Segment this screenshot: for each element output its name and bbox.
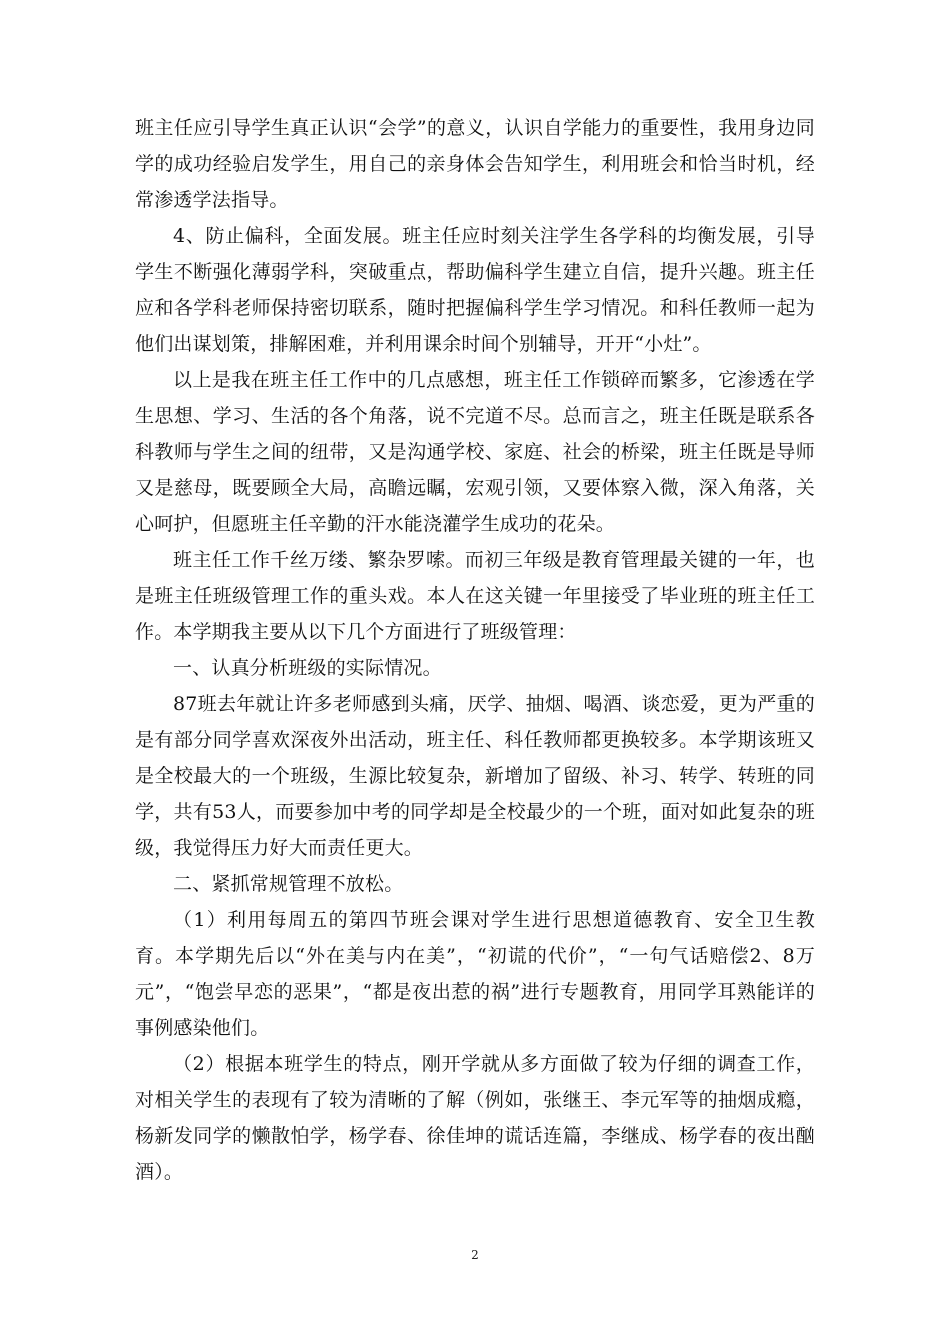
paragraph-7: （2）根据本班学生的特点，刚开学就从多方面做了较为仔细的调查工作，对相关学生的表现有了较为清晰的了解（例如，张继王、李元军等的抽烟成瘾，杨新发同学的懒散怕学，杨学春、徐佳坤的谎话连篇，李继成、杨学春的夜出酗酒）。 xyxy=(135,1053,815,1183)
page-number: 2 xyxy=(471,1248,479,1262)
paragraph-1: 班主任应引导学生真正认识“会学”的意义，认识自学能力的重要性，我用身边同学的成功经验启发学生，用自己的亲身体会告知学生，利用班会和恰当时机，经常渗透学法指导。 xyxy=(135,117,815,211)
section-heading-1: 一、认真分析班级的实际情况。 xyxy=(173,657,442,679)
paragraph-2: 4、防止偏科，全面发展。班主任应时刻关注学生各学科的均衡发展，引导学生不断强化薄弱学科，突破重点，帮助偏科学生建立自信，提升兴趣。班主任应和各学科老师保持密切联系，随时把握偏科学生学习情况。和科任教师一起为他们出谋划策，排解困难，并利用课余时间个别辅导，开开“小灶”。 xyxy=(135,225,815,355)
paragraph-4: 班主任工作千丝万缕、繁杂罗嗦。而初三年级是教育管理最关键的一年，也是班主任班级管理工作的重头戏。本人在这关键一年里接受了毕业班的班主任工作。本学期我主要从以下几个方面进行了班级管理： xyxy=(135,549,815,643)
section-heading-2: 二、紧抓常规管理不放松。 xyxy=(173,873,404,895)
paragraph-5: 87班去年就让许多老师感到头痛，厌学、抽烟、喝酒、谈恋爱，更为严重的是有部分同学喜欢深夜外出活动，班主任、科任教师都更换较多。本学期该班又是全校最大的一个班级，生源比较复杂，新增加了留级、补习、转学、转班的同学，共有53人，而要参加中考的同学却是全校最少的一个班，面对如此复杂的班级，我觉得压力好大而责任更大。 xyxy=(135,693,815,859)
body-text xyxy=(135,110,815,1190)
paragraph-6: （1）利用每周五的第四节班会课对学生进行思想道德教育、安全卫生教育。本学期先后以“外在美与内在美”，“初谎的代价”，“一句气话赔偿2、8万元”，“饱尝早恋的恶果”，“都是夜出惹的祸”进行专题教育，用同学耳熟能详的事例感染他们。 xyxy=(135,909,815,1039)
paragraph-3: 以上是我在班主任工作中的几点感想，班主任工作锁碎而繁多，它渗透在学生思想、学习、生活的各个角落，说不完道不尽。总而言之，班主任既是联系各科教师与学生之间的纽带，又是沟通学校、家庭、社会的桥梁，班主任既是导师又是慈母，既要顾全大局，高瞻远瞩，宏观引领，又要体察入微，深入角落，关心呵护，但愿班主任辛勤的汗水能浇灌学生成功的花朵。 xyxy=(135,369,815,535)
